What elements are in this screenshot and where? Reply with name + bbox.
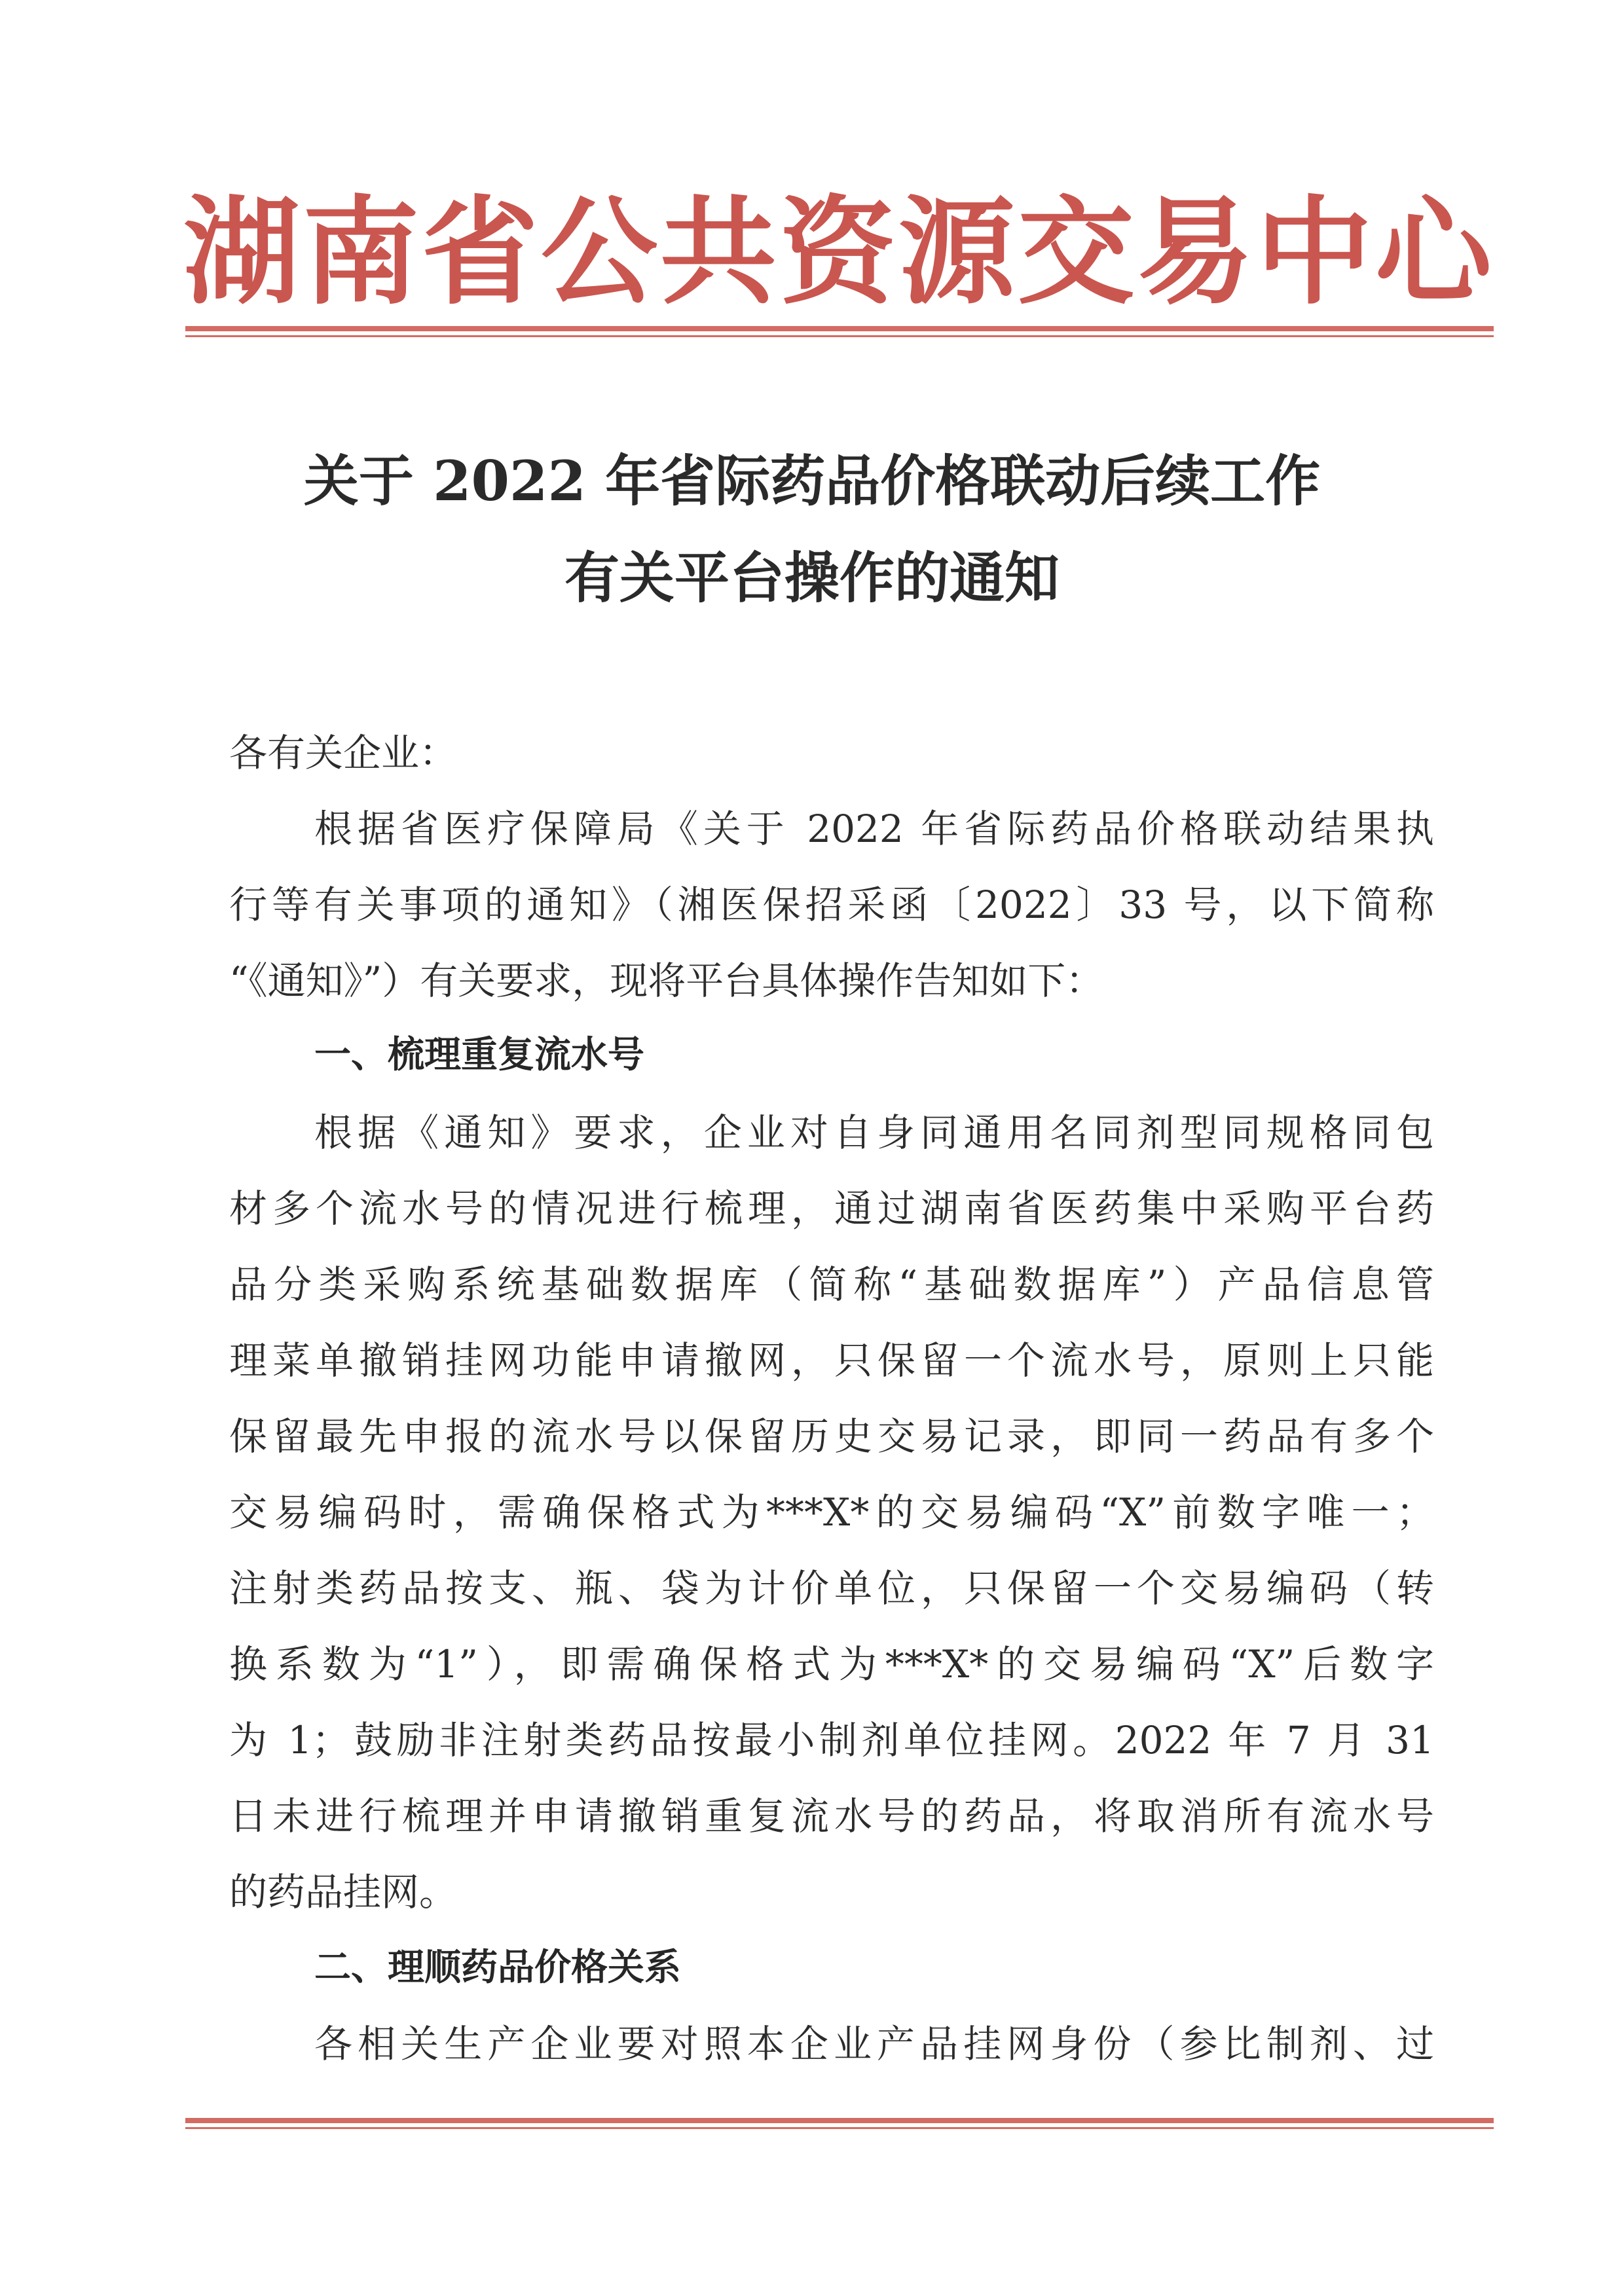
section-1-line: 为 1；鼓励非注射类药品按最小制剂单位挂网。2022 年 7 月 31 xyxy=(229,1718,1434,1762)
section-1-line: 交易编码时，需确保格式为***X*的交易编码“X”前数字唯一； xyxy=(229,1490,1434,1535)
section-1-line: 材多个流水号的情况进行梳理，通过湖南省医药集中采购平台药 xyxy=(229,1186,1434,1231)
section-1-line: 换系数为“1”），即需确保格式为***X*的交易编码“X”后数字 xyxy=(229,1642,1434,1686)
document-title-line-2: 有关平台操作的通知 xyxy=(564,545,1060,610)
section-1-line: 日未进行梳理并申请撤销重复流水号的药品，将取消所有流水号 xyxy=(229,1794,1434,1838)
section-1-line: 保留最先申报的流水号以保留历史交易记录，即同一药品有多个 xyxy=(229,1414,1434,1459)
intro-line: “《通知》”）有关要求，现将平台具体操作告知如下： xyxy=(229,958,1104,1003)
section-1-line: 注射类药品按支、瓶、袋为计价单位，只保留一个交易编码（转 xyxy=(229,1566,1434,1611)
footer-red-rule xyxy=(185,2118,1494,2129)
section-1-line: 理菜单撤销挂网功能申请撤网，只保留一个流水号，原则上只能 xyxy=(229,1338,1434,1383)
intro-line: 行等有关事项的通知》（湘医保招采函〔2022〕33 号，以下简称 xyxy=(229,883,1434,927)
salutation: 各有关企业： xyxy=(229,731,458,775)
letterhead-red-rule xyxy=(185,326,1494,337)
section-1-heading: 一、梳理重复流水号 xyxy=(314,1034,644,1076)
section-1-line: 的药品挂网。 xyxy=(229,1870,458,1914)
section-2-line: 各相关生产企业要对照本企业产品挂网身份（参比制剂、过 xyxy=(314,2022,1434,2066)
intro-line: 根据省医疗保障局《关于 2022 年省际药品价格联动结果执 xyxy=(314,807,1434,851)
section-2-heading: 二、理顺药品价格关系 xyxy=(314,1946,681,1989)
document-title-line-1: 关于 2022 年省际药品价格联动后续工作 xyxy=(303,448,1321,513)
section-1-line: 根据《通知》要求，企业对自身同通用名同剂型同规格同包 xyxy=(314,1110,1434,1155)
letterhead-org-name: 湖南省公共资源交易中心 xyxy=(183,183,1494,320)
section-1-line: 品分类采购系统基础数据库（简称“基础数据库”）产品信息管 xyxy=(229,1262,1434,1307)
